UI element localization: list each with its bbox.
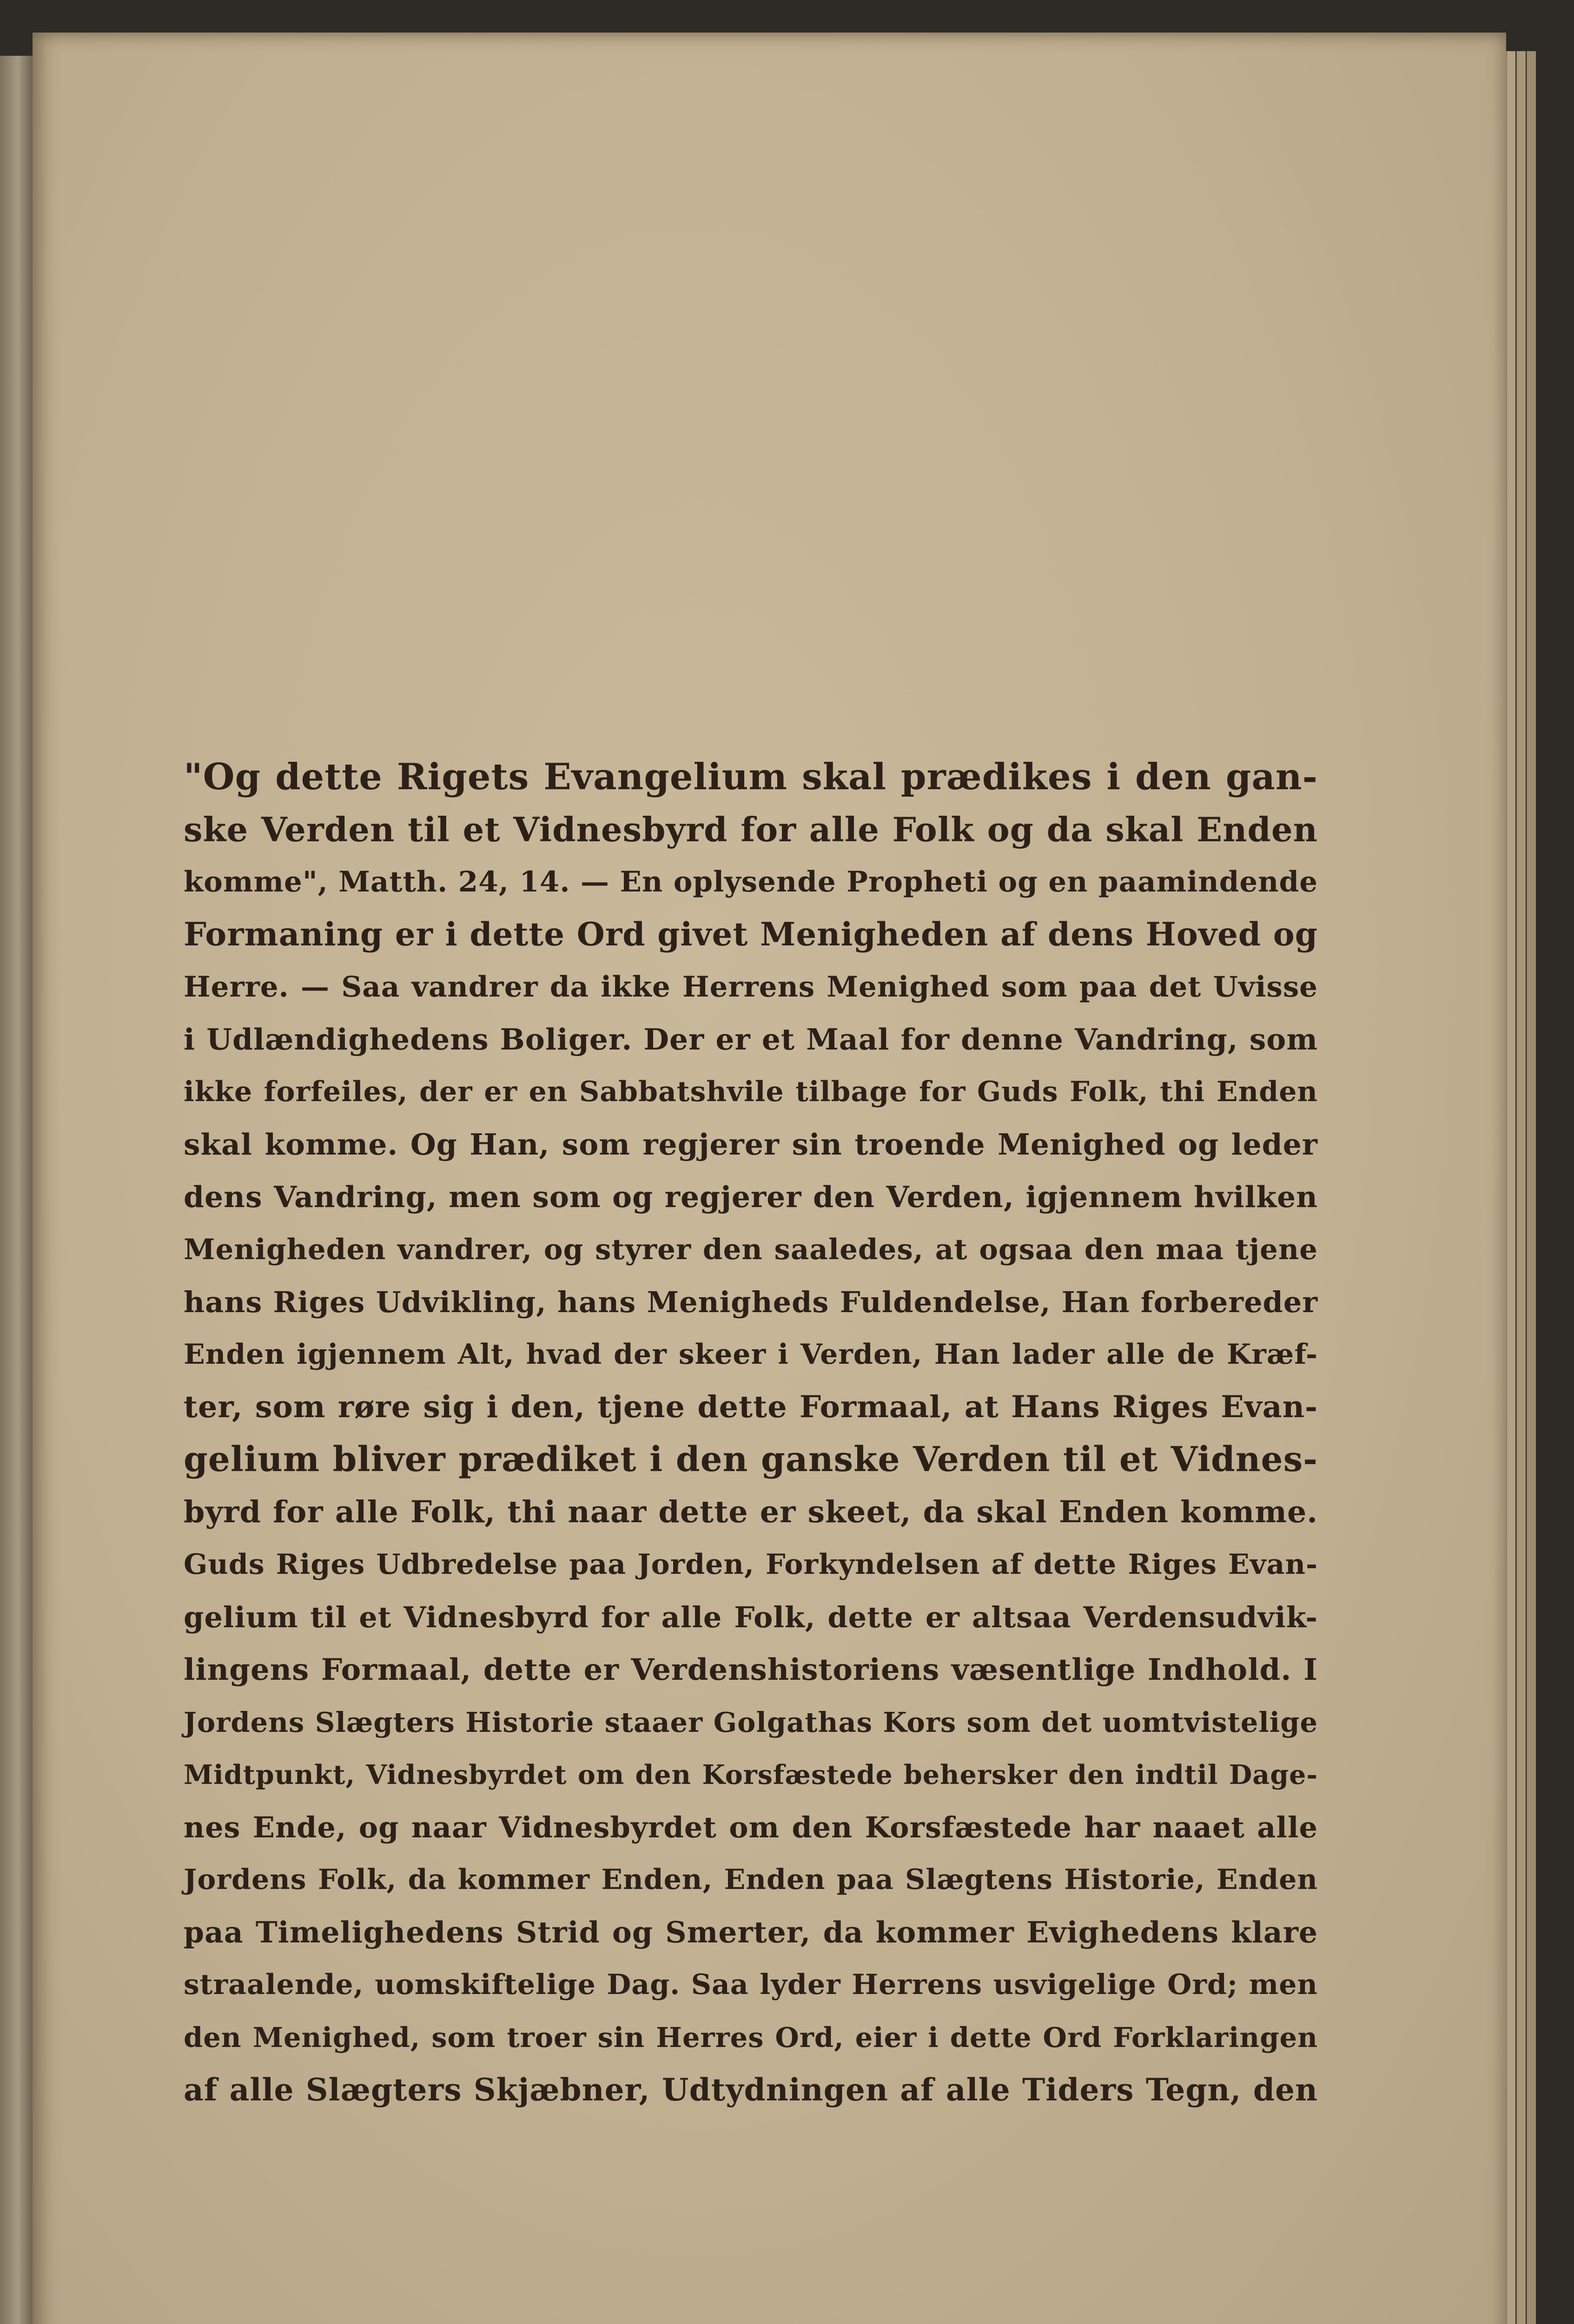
text-line-12: Enden igjennem Alt, hvad der skeer i Verden, Han lader alle de Kræf- [184,1338,1318,1371]
text-line-2: ske Verden til et Vidnesbyrd for alle Folk og da skal Enden [184,810,1318,849]
text-line-17: gelium til et Vidnesbyrd for alle Folk, dette er altsaa Verdensudvik- [184,1600,1318,1634]
text-line-24: straalende, uomskiftelige Dag. Saa lyder Herrens usvigelige Ord; men [184,1968,1318,2001]
text-line-16: Guds Riges Udbredelse paa Jorden, Forkyndelsen af dette Riges Evan- [184,1548,1318,1581]
text-line-21: nes Ende, og naar Vidnesbyrdet om den Korsfæstede har naaet alle [184,1810,1318,1844]
text-line-26: af alle Slægters Skjæbner, Udtydningen af alle Tiders Tegn, den [184,2072,1318,2108]
text-line-25: den Menighed, som troer sin Herres Ord, eier i dette Ord Forklaringen [184,2021,1318,2053]
text-line-15: byrd for alle Folk, thi naar dette er skeet, da skal Enden komme. [184,1494,1318,1530]
page-stack-edge [1527,51,1536,2324]
text-line-14: gelium bliver prædiket i den ganske Verden til et Vidnes- [184,1439,1318,1479]
page-stack-edge [1516,51,1526,2324]
text-line-4: Formaning er i dette Ord givet Menigheden af dens Hoved og [184,916,1318,953]
text-line-5: Herre. — Saa vandrer da ikke Herrens Menighed som paa det Uvisse [184,971,1318,1004]
text-line-3: komme", Matth. 24, 14. — En oplysende Propheti og en paamindende [184,865,1318,898]
page-body-text [184,751,1318,2116]
text-line-13: ter, som røre sig i den, tjene dette Formaal, at Hans Riges Evan- [184,1389,1318,1425]
text-line-9: dens Vandring, men som og regjerer den Verden, igjennem hvilken [184,1180,1318,1214]
text-line-7: ikke forfeiles, der er en Sabbatshvile tilbage for Guds Folk, thi Enden [184,1076,1318,1108]
text-line-6: i Udlændighedens Boliger. Der er et Maal for denne Vandring, som [184,1022,1318,1056]
text-line-19: Jordens Slægters Historie staaer Golgathas Kors som det uomtvistelige [184,1706,1318,1738]
text-line-10: Menigheden vandrer, og styrer den saaledes, at ogsaa den maa tjene [184,1233,1318,1266]
left-page-edge [0,56,33,2324]
text-line-20: Midtpunkt, Vidnesbyrdet om den Korsfæstede behersker den indtil Dage- [184,1759,1318,1790]
page-stack-edge [1506,51,1515,2324]
text-line-22: Jordens Folk, da kommer Enden, Enden paa Slægtens Historie, Enden [184,1863,1318,1896]
text-line-8: skal komme. Og Han, som regjerer sin troende Menighed og leder [184,1127,1318,1162]
text-line-18: lingens Formaal, dette er Verdenshistoriens væsentlige Indhold. I [184,1652,1318,1687]
text-line-23: paa Timelighedens Strid og Smerter, da kommer Evighedens klare [184,1915,1318,1949]
text-line-1: "Og dette Rigets Evangelium skal prædikes i den gan- [184,756,1318,798]
text-line-11: hans Riges Udvikling, hans Menigheds Fuldendelse, Han forbereder [184,1285,1318,1319]
